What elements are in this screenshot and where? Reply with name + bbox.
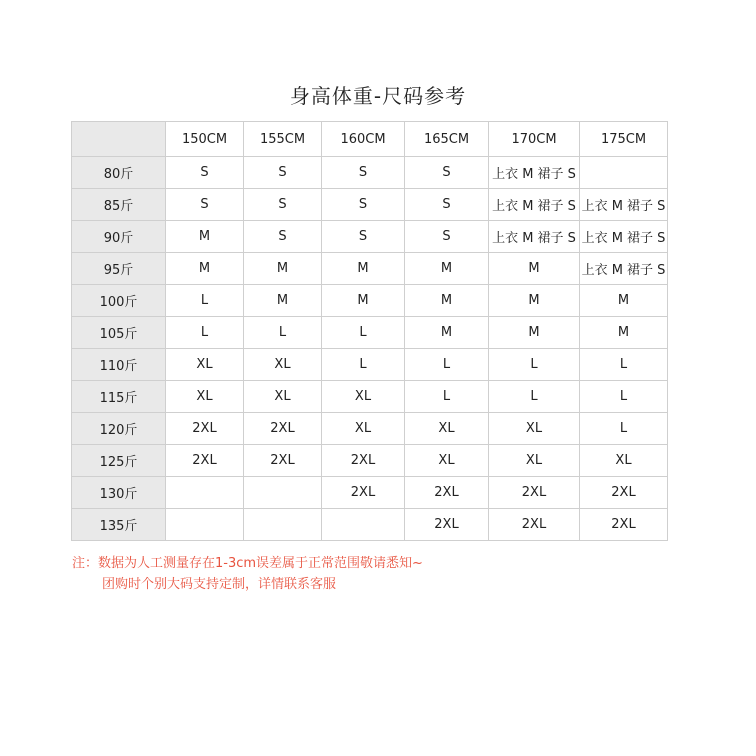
weight-cell: 105斤	[72, 317, 166, 349]
size-cell: XL	[405, 445, 489, 477]
size-cell: M	[322, 253, 405, 285]
size-cell: L	[489, 381, 580, 413]
size-cell: S	[405, 157, 489, 189]
size-cell: M	[405, 317, 489, 349]
size-cell: 上衣 M 裙子 S	[489, 221, 580, 253]
weight-cell: 130斤	[72, 477, 166, 509]
size-cell: 2XL	[405, 509, 489, 541]
height-header-cell: 175CM	[580, 122, 668, 157]
size-cell: S	[322, 221, 405, 253]
size-cell: M	[405, 253, 489, 285]
size-cell	[244, 477, 322, 509]
table-row	[72, 157, 668, 189]
table-corner-cell	[72, 122, 166, 157]
size-cell: XL	[405, 413, 489, 445]
size-cell: XL	[322, 413, 405, 445]
size-cell	[166, 509, 244, 541]
page-title: 身高体重-尺码参考	[289, 84, 467, 108]
table-row	[72, 509, 668, 541]
size-cell: XL	[166, 381, 244, 413]
size-cell: L	[580, 413, 668, 445]
size-cell: XL	[489, 413, 580, 445]
size-cell: 2XL	[405, 477, 489, 509]
height-header-cell: 170CM	[489, 122, 580, 157]
size-cell: S	[322, 157, 405, 189]
table-row	[72, 285, 668, 317]
size-cell	[580, 157, 668, 189]
note-line-1: 注：数据为人工测量存在1-3cm误差属于正常范围敬请悉知~	[72, 556, 423, 571]
table-row	[72, 445, 668, 477]
size-cell: M	[244, 285, 322, 317]
size-cell: S	[322, 189, 405, 221]
size-cell: S	[244, 189, 322, 221]
size-cell: L	[166, 317, 244, 349]
table-row	[72, 317, 668, 349]
weight-cell: 125斤	[72, 445, 166, 477]
table-row	[72, 349, 668, 381]
size-cell: 2XL	[489, 509, 580, 541]
size-cell: 上衣 M 裙子 S	[489, 157, 580, 189]
size-cell: L	[166, 285, 244, 317]
weight-cell: 90斤	[72, 221, 166, 253]
table-row	[72, 221, 668, 253]
size-cell: S	[166, 157, 244, 189]
size-cell: 2XL	[244, 445, 322, 477]
size-cell: 2XL	[166, 445, 244, 477]
height-header-cell: 150CM	[166, 122, 244, 157]
size-cell: 上衣 M 裙子 S	[580, 189, 668, 221]
size-cell: M	[580, 317, 668, 349]
weight-cell: 80斤	[72, 157, 166, 189]
size-cell: L	[580, 381, 668, 413]
size-cell: M	[322, 285, 405, 317]
size-cell	[166, 477, 244, 509]
size-cell: S	[244, 221, 322, 253]
size-cell: M	[489, 253, 580, 285]
size-cell: 2XL	[166, 413, 244, 445]
table-row	[72, 381, 668, 413]
weight-cell: 120斤	[72, 413, 166, 445]
weight-cell: 135斤	[72, 509, 166, 541]
size-cell: 上衣 M 裙子 S	[489, 189, 580, 221]
size-cell: 2XL	[322, 445, 405, 477]
weight-cell: 110斤	[72, 349, 166, 381]
size-cell: S	[405, 221, 489, 253]
size-cell: L	[322, 317, 405, 349]
size-cell: XL	[244, 349, 322, 381]
size-cell: 2XL	[580, 509, 668, 541]
size-cell: 2XL	[244, 413, 322, 445]
size-cell: XL	[166, 349, 244, 381]
size-cell: M	[580, 285, 668, 317]
size-cell: L	[244, 317, 322, 349]
table-row	[72, 413, 668, 445]
size-cell: XL	[244, 381, 322, 413]
size-cell: M	[166, 221, 244, 253]
size-cell: S	[166, 189, 244, 221]
size-cell: XL	[489, 445, 580, 477]
table-row	[72, 189, 668, 221]
size-note	[72, 553, 732, 595]
size-cell: XL	[322, 381, 405, 413]
height-header-cell: 160CM	[322, 122, 405, 157]
size-cell: L	[322, 349, 405, 381]
size-cell: M	[405, 285, 489, 317]
size-cell	[322, 509, 405, 541]
size-cell: M	[489, 317, 580, 349]
size-cell: S	[405, 189, 489, 221]
table-row	[72, 253, 668, 285]
size-cell: 2XL	[322, 477, 405, 509]
size-cell: L	[405, 381, 489, 413]
weight-cell: 95斤	[72, 253, 166, 285]
weight-cell: 100斤	[72, 285, 166, 317]
size-cell: 上衣 M 裙子 S	[580, 221, 668, 253]
note-line-2: 团购时个别大码支持定制，详情联系客服	[102, 577, 337, 592]
size-cell: M	[166, 253, 244, 285]
weight-cell: 85斤	[72, 189, 166, 221]
size-cell: M	[244, 253, 322, 285]
size-cell: XL	[580, 445, 668, 477]
height-header-cell: 155CM	[244, 122, 322, 157]
size-cell: 2XL	[489, 477, 580, 509]
size-cell	[244, 509, 322, 541]
size-cell: S	[244, 157, 322, 189]
size-chart-table	[71, 121, 668, 541]
table-row	[72, 477, 668, 509]
size-cell: L	[580, 349, 668, 381]
table-header-row	[72, 122, 668, 157]
size-cell: L	[489, 349, 580, 381]
weight-cell: 115斤	[72, 381, 166, 413]
height-header-cell: 165CM	[405, 122, 489, 157]
size-cell: 上衣 M 裙子 S	[580, 253, 668, 285]
size-cell: L	[405, 349, 489, 381]
size-cell: 2XL	[580, 477, 668, 509]
size-cell: M	[489, 285, 580, 317]
